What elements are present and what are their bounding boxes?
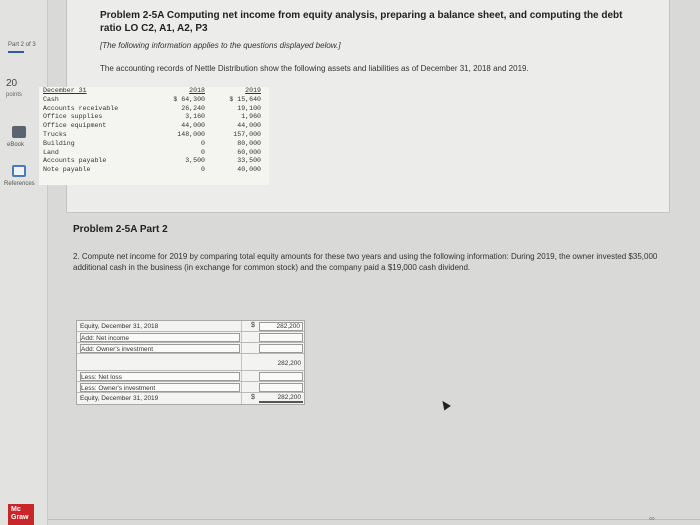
ledger-2018: 148,000 [177, 130, 205, 138]
part2-question: 2. Compute net income for 2019 by comparing total equity amounts for these two years and using the following information: During 2019, the owner invested $35,000 additional cash in the business (in exchange for common stock) and the company paid a $19,000 cash dividend. [73, 252, 658, 272]
ledger-header-2019: 2019 [245, 87, 261, 94]
ledger-label: Accounts payable [43, 157, 107, 165]
ledger-row [39, 122, 269, 131]
ledger-2018: 3,160 [185, 113, 205, 121]
ledger-header-label: December 31 [43, 87, 87, 94]
ledger-row [39, 166, 269, 175]
equity-2019-label: Equity, December 31, 2019 [80, 395, 159, 402]
equity-table [76, 320, 305, 405]
mouse-cursor-icon [439, 399, 451, 411]
table-row [77, 354, 304, 371]
ledger-label: Building [43, 139, 75, 147]
ledger-2018: 26,240 [181, 104, 205, 112]
ledger-header [39, 87, 269, 96]
table-row [77, 332, 304, 343]
net-income-input[interactable] [259, 333, 303, 342]
ledger-2019: 33,500 [237, 157, 261, 165]
ledger-2018: $ 64,300 [173, 95, 205, 103]
net-loss-label-select[interactable]: Less: Net loss [80, 372, 240, 381]
less-owner-investment-input[interactable] [259, 383, 303, 392]
ledger-row [39, 105, 269, 114]
ledger-label: Note payable [43, 166, 91, 174]
ledger-2019: 19,100 [237, 104, 261, 112]
references-icon[interactable] [12, 165, 26, 177]
link-icon[interactable]: ∞ [649, 514, 655, 523]
ledger-label: Accounts receivable [43, 104, 119, 112]
ledger-2018: 0 [201, 139, 205, 147]
points-value: 20 [6, 78, 18, 89]
ledger-label: Trucks [43, 130, 67, 138]
ledger-2018: 0 [201, 148, 205, 156]
left-rail [0, 0, 48, 525]
table-row [77, 343, 304, 354]
ledger-2019: 40,000 [237, 166, 261, 174]
equity-2019-value: 282,200 [259, 394, 303, 403]
ledger-header-2018: 2018 [189, 87, 205, 94]
points-label: points [6, 92, 23, 98]
equity-2018-label: Equity, December 31, 2018 [80, 323, 159, 330]
references-label[interactable]: References [4, 181, 35, 187]
ledger-row [39, 157, 269, 166]
bottom-divider [48, 519, 700, 520]
problem-intro: The accounting records of Nettle Distribution show the following assets and liabilities as of December 31, 2018 and 2019. [100, 64, 529, 73]
subtotal-label [80, 355, 240, 364]
owner-investment-input[interactable] [259, 344, 303, 353]
mcgraw-logo: Mc Graw [8, 504, 34, 525]
ledger-label: Office equipment [43, 122, 107, 130]
ledger-2019: 157,000 [233, 130, 261, 138]
ledger-2018: 0 [201, 166, 205, 174]
ledger-2018: 3,500 [185, 157, 205, 165]
net-loss-input[interactable] [259, 372, 303, 381]
problem-note: [The following information applies to the questions displayed below.] [100, 41, 341, 50]
table-row [77, 321, 304, 332]
ledger-label: Cash [43, 95, 59, 103]
ledger-label: Land [43, 148, 59, 156]
ledger-row [39, 96, 269, 105]
ledger-2019: 60,000 [237, 148, 261, 156]
ledger-2019: 44,000 [237, 122, 261, 130]
table-row [77, 382, 304, 393]
ledger-2019: 1,960 [241, 113, 261, 121]
ledger-label: Office supplies [43, 113, 103, 121]
net-income-label-select[interactable]: Add: Net income [80, 333, 240, 342]
less-owner-investment-label-select[interactable]: Less: Owner's investment [80, 383, 240, 392]
equity-2018-value[interactable]: 282,200 [259, 322, 303, 331]
ebook-icon[interactable] [12, 126, 26, 138]
ledger-row [39, 131, 269, 140]
part2-title: Problem 2-5A Part 2 [73, 224, 168, 235]
table-row [77, 393, 304, 404]
ledger-row [39, 149, 269, 158]
subtotal-value: 282,200 [277, 360, 301, 367]
currency-symbol: $ [251, 394, 255, 401]
ledger-2019: $ 15,640 [229, 95, 261, 103]
part-indicator[interactable]: Part 2 of 3 [8, 42, 36, 48]
table-row [77, 371, 304, 382]
ledger-2019: 80,000 [237, 139, 261, 147]
ledger-table [39, 87, 269, 185]
owner-investment-label-select[interactable]: Add: Owner's investment [80, 344, 240, 353]
part-progress-bar [8, 51, 24, 53]
ledger-2018: 44,000 [181, 122, 205, 130]
ledger-row [39, 113, 269, 122]
ledger-row [39, 140, 269, 149]
ebook-label[interactable]: eBook [7, 142, 25, 148]
currency-symbol: $ [251, 322, 255, 329]
problem-title: Problem 2-5A Computing net income from equity analysis, preparing a balance sheet, and computing the debt ratio LO C2, A1, A2, P3 [100, 10, 623, 34]
